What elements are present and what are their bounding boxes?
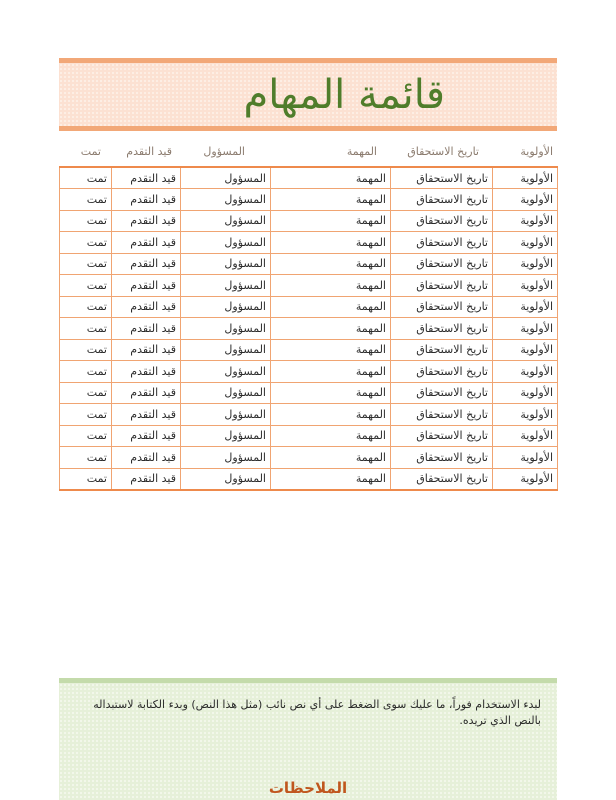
table-row bbox=[60, 189, 558, 211]
cell-owner[interactable]: المسؤول bbox=[181, 167, 271, 189]
table-row bbox=[60, 210, 558, 232]
cell-task[interactable]: المهمة bbox=[271, 468, 391, 490]
cell-done[interactable]: تمت bbox=[60, 339, 112, 361]
cell-done[interactable]: تمت bbox=[60, 318, 112, 340]
cell-owner[interactable]: المسؤول bbox=[181, 189, 271, 211]
cell-done[interactable]: تمت bbox=[60, 232, 112, 254]
table-row bbox=[60, 404, 558, 426]
cell-due-date[interactable]: تاريخ الاستحقاق bbox=[391, 382, 493, 404]
table-row bbox=[60, 253, 558, 275]
cell-priority[interactable]: الأولوية bbox=[493, 425, 558, 447]
table-row bbox=[60, 167, 558, 189]
cell-priority[interactable]: الأولوية bbox=[493, 447, 558, 469]
task-table bbox=[59, 166, 558, 491]
cell-priority[interactable]: الأولوية bbox=[493, 253, 558, 275]
cell-owner[interactable]: المسؤول bbox=[181, 318, 271, 340]
table-row bbox=[60, 425, 558, 447]
cell-task[interactable]: المهمة bbox=[271, 253, 391, 275]
cell-owner[interactable]: المسؤول bbox=[181, 404, 271, 426]
cell-done[interactable]: تمت bbox=[60, 447, 112, 469]
cell-in-progress[interactable]: قيد التقدم bbox=[112, 167, 181, 189]
notes-title[interactable]: الملاحظات bbox=[268, 779, 348, 797]
cell-in-progress[interactable]: قيد التقدم bbox=[112, 425, 181, 447]
column-header-in-progress: قيد التقدم bbox=[126, 145, 172, 158]
cell-task[interactable]: المهمة bbox=[271, 318, 391, 340]
cell-task[interactable]: المهمة bbox=[271, 425, 391, 447]
cell-priority[interactable]: الأولوية bbox=[493, 339, 558, 361]
cell-done[interactable]: تمت bbox=[60, 425, 112, 447]
cell-task[interactable]: المهمة bbox=[271, 275, 391, 297]
cell-in-progress[interactable]: قيد التقدم bbox=[112, 361, 181, 383]
cell-due-date[interactable]: تاريخ الاستحقاق bbox=[391, 189, 493, 211]
cell-due-date[interactable]: تاريخ الاستحقاق bbox=[391, 404, 493, 426]
cell-in-progress[interactable]: قيد التقدم bbox=[112, 189, 181, 211]
cell-task[interactable]: المهمة bbox=[271, 232, 391, 254]
cell-in-progress[interactable]: قيد التقدم bbox=[112, 253, 181, 275]
cell-due-date[interactable]: تاريخ الاستحقاق bbox=[391, 339, 493, 361]
column-header-task: المهمة bbox=[346, 145, 377, 158]
cell-owner[interactable]: المسؤول bbox=[181, 296, 271, 318]
cell-done[interactable]: تمت bbox=[60, 275, 112, 297]
cell-due-date[interactable]: تاريخ الاستحقاق bbox=[391, 468, 493, 490]
column-header-done: تمت bbox=[80, 145, 101, 158]
table-row bbox=[60, 468, 558, 490]
cell-priority[interactable]: الأولوية bbox=[493, 167, 558, 189]
cell-in-progress[interactable]: قيد التقدم bbox=[112, 275, 181, 297]
cell-done[interactable]: تمت bbox=[60, 189, 112, 211]
cell-done[interactable]: تمت bbox=[60, 382, 112, 404]
column-header-due-date: تاريخ الاستحقاق bbox=[407, 145, 479, 158]
cell-priority[interactable]: الأولوية bbox=[493, 232, 558, 254]
cell-due-date[interactable]: تاريخ الاستحقاق bbox=[391, 318, 493, 340]
cell-priority[interactable]: الأولوية bbox=[493, 296, 558, 318]
cell-task[interactable]: المهمة bbox=[271, 361, 391, 383]
table-row bbox=[60, 339, 558, 361]
cell-task[interactable]: المهمة bbox=[271, 167, 391, 189]
cell-due-date[interactable]: تاريخ الاستحقاق bbox=[391, 232, 493, 254]
table-row bbox=[60, 232, 558, 254]
cell-due-date[interactable]: تاريخ الاستحقاق bbox=[391, 275, 493, 297]
cell-task[interactable]: المهمة bbox=[271, 404, 391, 426]
cell-due-date[interactable]: تاريخ الاستحقاق bbox=[391, 167, 493, 189]
cell-owner[interactable]: المسؤول bbox=[181, 447, 271, 469]
notes-text[interactable]: لبدء الاستخدام فوراً، ما عليك سوى الضغط على أي نص نائب (مثل هذا النص) وبدء الكتابة لاستبداله بالنص الذي تريده. bbox=[93, 698, 541, 727]
cell-in-progress[interactable]: قيد التقدم bbox=[112, 447, 181, 469]
cell-due-date[interactable]: تاريخ الاستحقاق bbox=[391, 447, 493, 469]
cell-priority[interactable]: الأولوية bbox=[493, 318, 558, 340]
cell-owner[interactable]: المسؤول bbox=[181, 210, 271, 232]
column-header-owner: المسؤول bbox=[203, 145, 245, 158]
cell-owner[interactable]: المسؤول bbox=[181, 468, 271, 490]
cell-in-progress[interactable]: قيد التقدم bbox=[112, 296, 181, 318]
cell-due-date[interactable]: تاريخ الاستحقاق bbox=[391, 210, 493, 232]
cell-done[interactable]: تمت bbox=[60, 361, 112, 383]
table-row bbox=[60, 382, 558, 404]
cell-priority[interactable]: الأولوية bbox=[493, 404, 558, 426]
notes-section bbox=[59, 678, 557, 800]
cell-due-date[interactable]: تاريخ الاستحقاق bbox=[391, 425, 493, 447]
task-table-body bbox=[60, 167, 558, 490]
cell-in-progress[interactable]: قيد التقدم bbox=[112, 318, 181, 340]
cell-in-progress[interactable]: قيد التقدم bbox=[112, 339, 181, 361]
cell-owner[interactable]: المسؤول bbox=[181, 425, 271, 447]
cell-owner[interactable]: المسؤول bbox=[181, 275, 271, 297]
cell-owner[interactable]: المسؤول bbox=[181, 382, 271, 404]
cell-priority[interactable]: الأولوية bbox=[493, 189, 558, 211]
cell-task[interactable]: المهمة bbox=[271, 296, 391, 318]
cell-done[interactable]: تمت bbox=[60, 253, 112, 275]
column-headers bbox=[59, 143, 557, 165]
column-header-priority: الأولوية bbox=[520, 145, 553, 158]
cell-in-progress[interactable]: قيد التقدم bbox=[112, 232, 181, 254]
cell-priority[interactable]: الأولوية bbox=[493, 382, 558, 404]
cell-in-progress[interactable]: قيد التقدم bbox=[112, 468, 181, 490]
cell-priority[interactable]: الأولوية bbox=[493, 275, 558, 297]
cell-in-progress[interactable]: قيد التقدم bbox=[112, 382, 181, 404]
cell-task[interactable]: المهمة bbox=[271, 210, 391, 232]
cell-due-date[interactable]: تاريخ الاستحقاق bbox=[391, 361, 493, 383]
cell-owner[interactable]: المسؤول bbox=[181, 361, 271, 383]
cell-owner[interactable]: المسؤول bbox=[181, 253, 271, 275]
table-row bbox=[60, 447, 558, 469]
page-title[interactable]: قائمة المهام bbox=[243, 72, 445, 118]
cell-priority[interactable]: الأولوية bbox=[493, 210, 558, 232]
cell-done[interactable]: تمت bbox=[60, 468, 112, 490]
table-row bbox=[60, 275, 558, 297]
cell-task[interactable]: المهمة bbox=[271, 447, 391, 469]
cell-priority[interactable]: الأولوية bbox=[493, 468, 558, 490]
header-banner bbox=[59, 58, 557, 131]
cell-priority[interactable]: الأولوية bbox=[493, 361, 558, 383]
cell-done[interactable]: تمت bbox=[60, 210, 112, 232]
cell-done[interactable]: تمت bbox=[60, 296, 112, 318]
cell-task[interactable]: المهمة bbox=[271, 382, 391, 404]
cell-due-date[interactable]: تاريخ الاستحقاق bbox=[391, 253, 493, 275]
cell-task[interactable]: المهمة bbox=[271, 339, 391, 361]
cell-owner[interactable]: المسؤول bbox=[181, 232, 271, 254]
cell-done[interactable]: تمت bbox=[60, 167, 112, 189]
table-row bbox=[60, 296, 558, 318]
cell-due-date[interactable]: تاريخ الاستحقاق bbox=[391, 296, 493, 318]
cell-owner[interactable]: المسؤول bbox=[181, 339, 271, 361]
cell-in-progress[interactable]: قيد التقدم bbox=[112, 404, 181, 426]
cell-task[interactable]: المهمة bbox=[271, 189, 391, 211]
cell-done[interactable]: تمت bbox=[60, 404, 112, 426]
table-row bbox=[60, 318, 558, 340]
table-row bbox=[60, 361, 558, 383]
cell-in-progress[interactable]: قيد التقدم bbox=[112, 210, 181, 232]
